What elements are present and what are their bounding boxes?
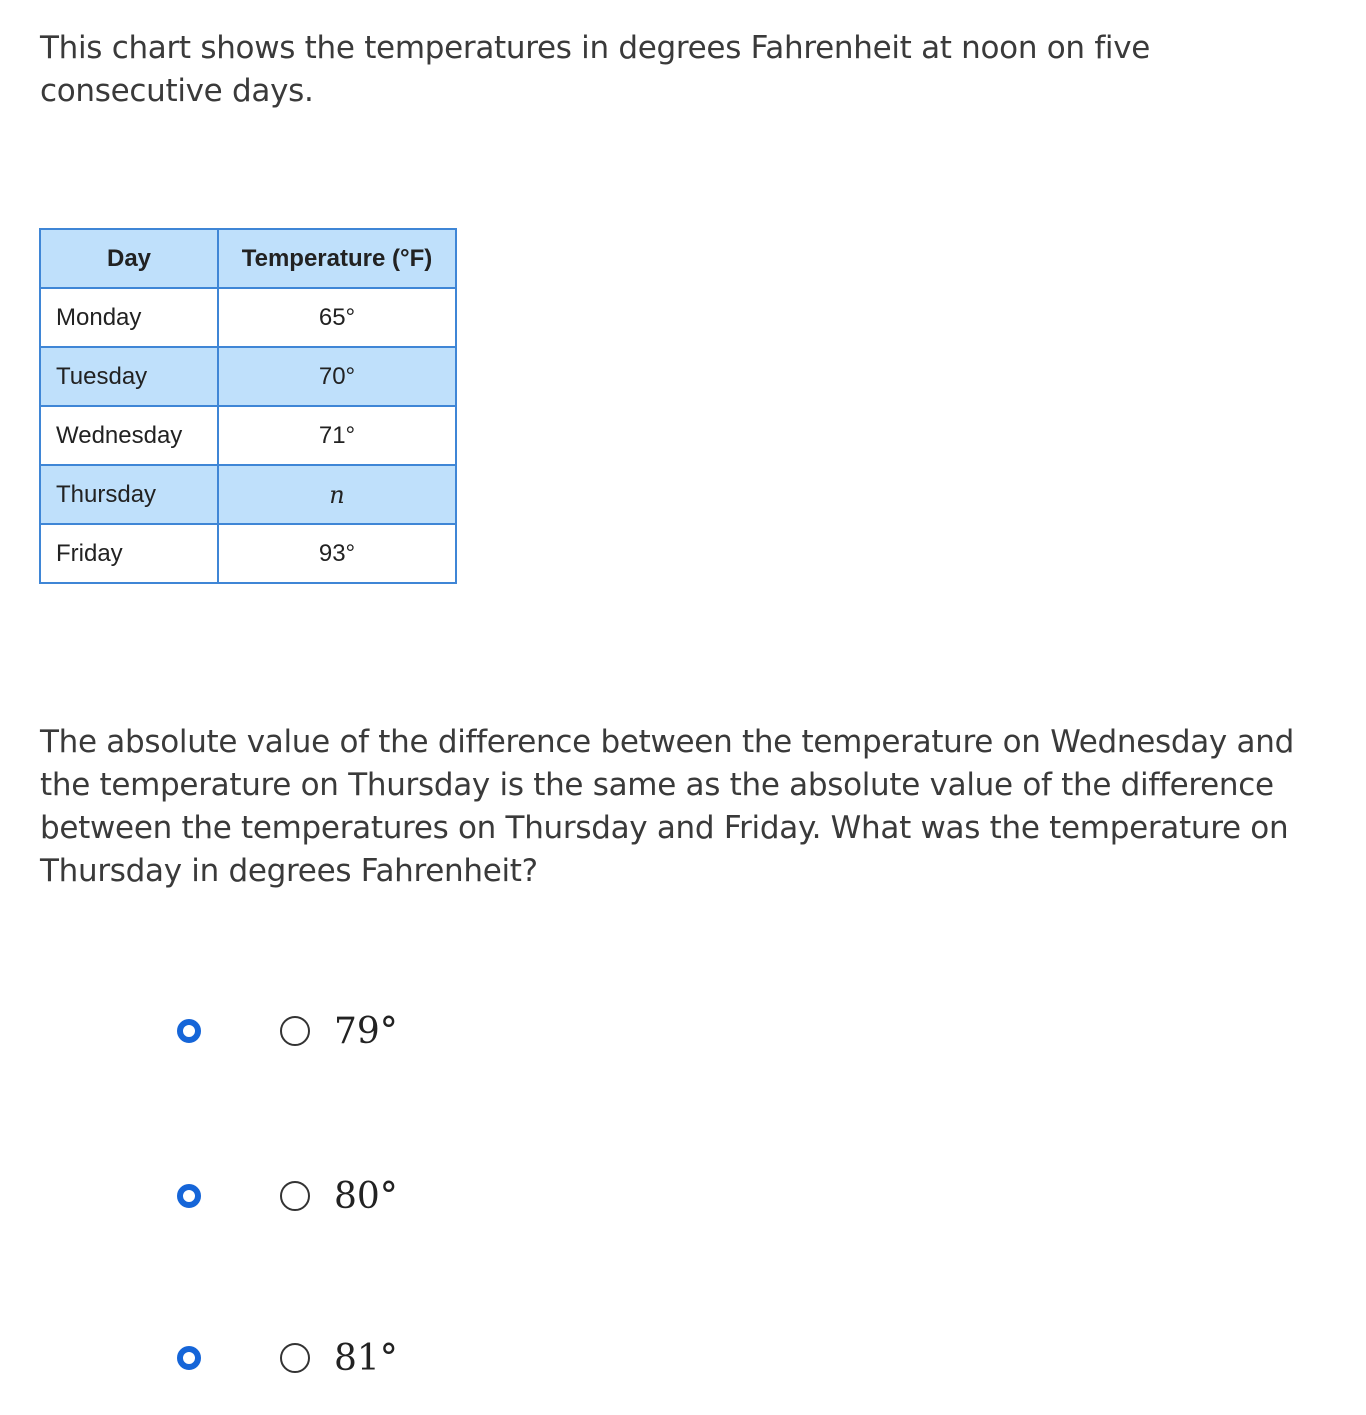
- header-day: Day: [40, 229, 218, 288]
- answer-option[interactable]: [170, 1328, 430, 1388]
- table-row: [40, 524, 456, 583]
- intro-text: This chart shows the temperatures in degrees Fahrenheit at noon on five consecutive days.: [40, 30, 1151, 109]
- temp-cell: 65°: [218, 288, 456, 347]
- table-row: [40, 465, 456, 524]
- radio-button[interactable]: [280, 1016, 310, 1046]
- day-cell: Friday: [40, 524, 218, 583]
- option-label: 81°: [334, 1337, 398, 1379]
- radio-button[interactable]: [280, 1181, 310, 1211]
- day-cell: Wednesday: [40, 406, 218, 465]
- header-temperature: Temperature (°F): [218, 229, 456, 288]
- table-row: [40, 347, 456, 406]
- day-cell: Monday: [40, 288, 218, 347]
- day-cell: Tuesday: [40, 347, 218, 406]
- radio-button[interactable]: [280, 1343, 310, 1373]
- temp-cell: 71°: [218, 406, 456, 465]
- temperature-table: [39, 228, 457, 584]
- temp-cell: 93°: [218, 524, 456, 583]
- answer-option[interactable]: [170, 1001, 430, 1061]
- temp-cell: n: [218, 465, 456, 524]
- option-label: 80°: [334, 1175, 398, 1217]
- question-text: The absolute value of the difference between the temperature on Wednesday and the temperature on Thursday is the same as the absolute value of the difference between the temperatures on Thursday and Friday. What was the temperature on Thursday in degrees Fahrenheit?: [40, 724, 1294, 889]
- answer-option[interactable]: [170, 1166, 430, 1226]
- option-marker-icon: [177, 1346, 201, 1370]
- temp-cell: 70°: [218, 347, 456, 406]
- day-cell: Thursday: [40, 465, 218, 524]
- option-marker-icon: [177, 1184, 201, 1208]
- option-label: 79°: [334, 1010, 398, 1052]
- table-row: [40, 406, 456, 465]
- table-row: [40, 288, 456, 347]
- option-marker-icon: [177, 1019, 201, 1043]
- table-header-row: [40, 229, 456, 288]
